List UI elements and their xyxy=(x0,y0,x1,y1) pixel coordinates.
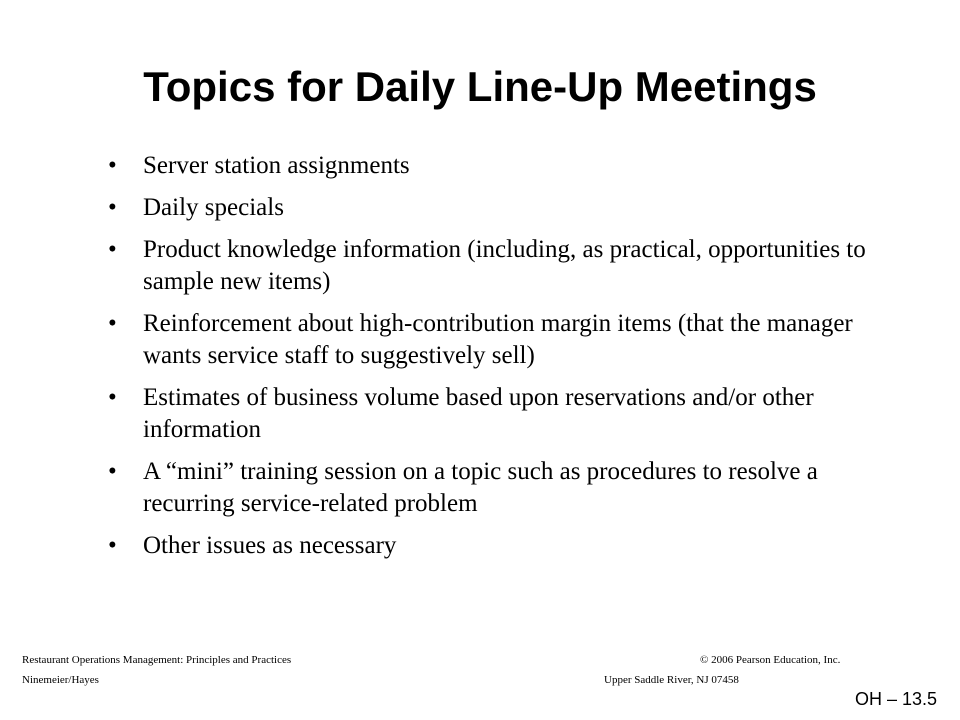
list-item-text: Reinforcement about high-contribution margin items (that the manager wants service staff to suggestively sell) xyxy=(143,310,853,369)
list-item-text: Estimates of business volume based upon reservations and/or other information xyxy=(143,384,814,443)
bullet-icon: • xyxy=(108,236,117,263)
list-item xyxy=(108,150,898,182)
bullet-icon: • xyxy=(108,458,117,485)
bullet-icon: • xyxy=(108,310,117,337)
list-item xyxy=(108,382,898,446)
list-item xyxy=(108,456,898,520)
list-item-text: Server station assignments xyxy=(143,152,410,179)
page-number: OH – 13.5 xyxy=(855,689,938,709)
bullet-icon: • xyxy=(108,152,117,179)
bullet-icon: • xyxy=(108,532,117,559)
list-item-text: A “mini” training session on a topic such as procedures to resolve a recurring service-related problem xyxy=(143,458,818,517)
list-item-text: Product knowledge information (including, as practical, opportunities to sample new items) xyxy=(143,236,866,295)
footer-book-title: Restaurant Operations Management: Principles and Practices xyxy=(22,654,292,666)
slide-title: Topics for Daily Line-Up Meetings xyxy=(143,63,817,110)
topics-list xyxy=(108,150,898,562)
footer-authors: Ninemeier/Hayes xyxy=(22,674,99,686)
bullet-icon: • xyxy=(108,194,117,221)
list-item-text: Daily specials xyxy=(143,194,284,221)
bullet-icon: • xyxy=(108,384,117,411)
list-item xyxy=(108,192,898,224)
list-item xyxy=(108,308,898,372)
list-item xyxy=(108,234,898,298)
list-item xyxy=(108,530,898,562)
footer-copyright: © 2006 Pearson Education, Inc. xyxy=(700,654,841,666)
footer-location: Upper Saddle River, NJ 07458 xyxy=(604,674,739,686)
list-item-text: Other issues as necessary xyxy=(143,532,397,559)
